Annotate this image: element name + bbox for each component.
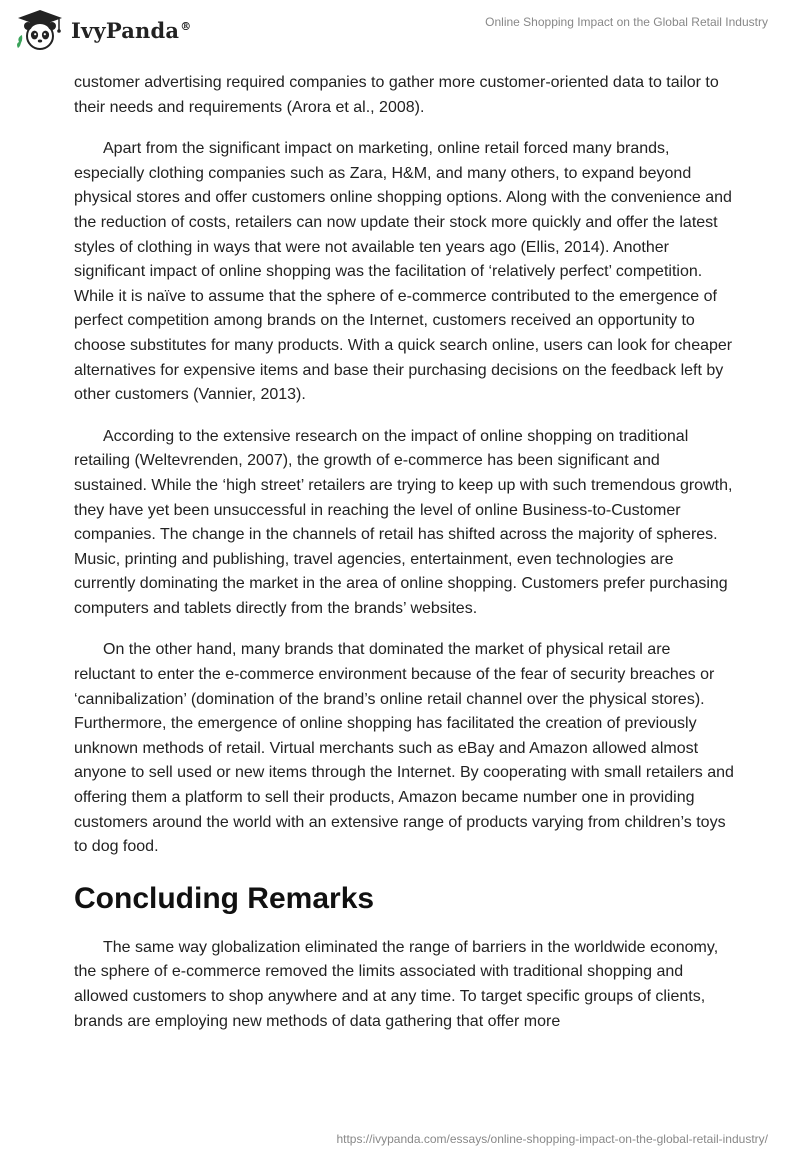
section-heading: Concluding Remarks (74, 881, 375, 915)
paragraph-group-bottom (74, 936, 734, 1034)
body-paragraph: customer advertising required companies to gather more customer-oriented data to tailor to their needs and requirements (Arora et al., 2008). (74, 74, 719, 116)
ivypanda-logo[interactable] (15, 8, 191, 52)
document-title: Online Shopping Impact on the Global Retail Industry (485, 15, 768, 29)
registered-mark: ® (180, 19, 192, 33)
body-paragraph: On the other hand, many brands that dominated the market of physical retail are reluctant to enter the e-commerce environment because of the fear of security breaches or ‘cannibalization’ (domination of the brand’s online retail channel over the physical stores). Furthermore, the emergence of online shopping has facilitated the creation of previously unknown methods of retail. Virtual merchants such as eBay and Amazon allowed almost anyone to sell used or new items through the Internet. By cooperating with small retailers and offering them a platform to sell their products, Amazon became number one in providing customers around the world with an extensive range of products varying from children’s toys to dog food. (74, 641, 734, 856)
body-paragraph: According to the extensive research on the impact of online shopping on traditional retailing (Weltevrenden, 2007), the growth of e-commerce has been significant and sustained. While the ‘high street’ retailers are trying to keep up with such tremendous growth, they have yet been unsuccessful in reaching the level of online Business-to-Customer companies. The change in the channels of retail has shifted across the majority of spheres. Music, printing and publishing, travel agencies, entertainment, even technologies are currently dominating the market in the area of online shopping. Customers prefer purchasing computers and tablets directly from the brands’ websites. (74, 427, 733, 617)
essay-body (74, 71, 734, 1051)
body-paragraph: The same way globalization eliminated the range of barriers in the worldwide economy, the sphere of e-commerce removed the limits associated with traditional shopping and allowed customers to shop anywhere and at any time. To target specific groups of clients, brands are employing new methods of data gathering that offer more (74, 938, 719, 1030)
footer-url[interactable]: https://ivypanda.com/essays/online-shopping-impact-on-the-global-retail-industry/ (336, 1132, 768, 1146)
brand-name: IvyPanda® (71, 17, 192, 43)
paragraph-group-top (74, 71, 734, 860)
panda-icon (15, 8, 65, 52)
body-paragraph: Apart from the significant impact on marketing, online retail forced many brands, especially clothing companies such as Zara, H&M, and many others, to expand beyond physical stores and offer customers online shopping options. Along with the convenience and the reduction of costs, retailers can now update their stock more quickly and offer the latest styles of clothing in ways that were not available ten years ago (Ellis, 2014). Another significant impact of online shopping was the facilitation of ‘relatively perfect’ competition. While it is naïve to assume that the sphere of e-commerce contributed to the emergence of perfect competition among brands on the Internet, customers received an opportunity to choose substitutes for many products. With a quick search online, users can look for cheaper alternatives for expensive items and base their purchasing decisions on the feedback left by other customers (Vannier, 2013). (74, 140, 733, 404)
page-header (0, 0, 800, 60)
